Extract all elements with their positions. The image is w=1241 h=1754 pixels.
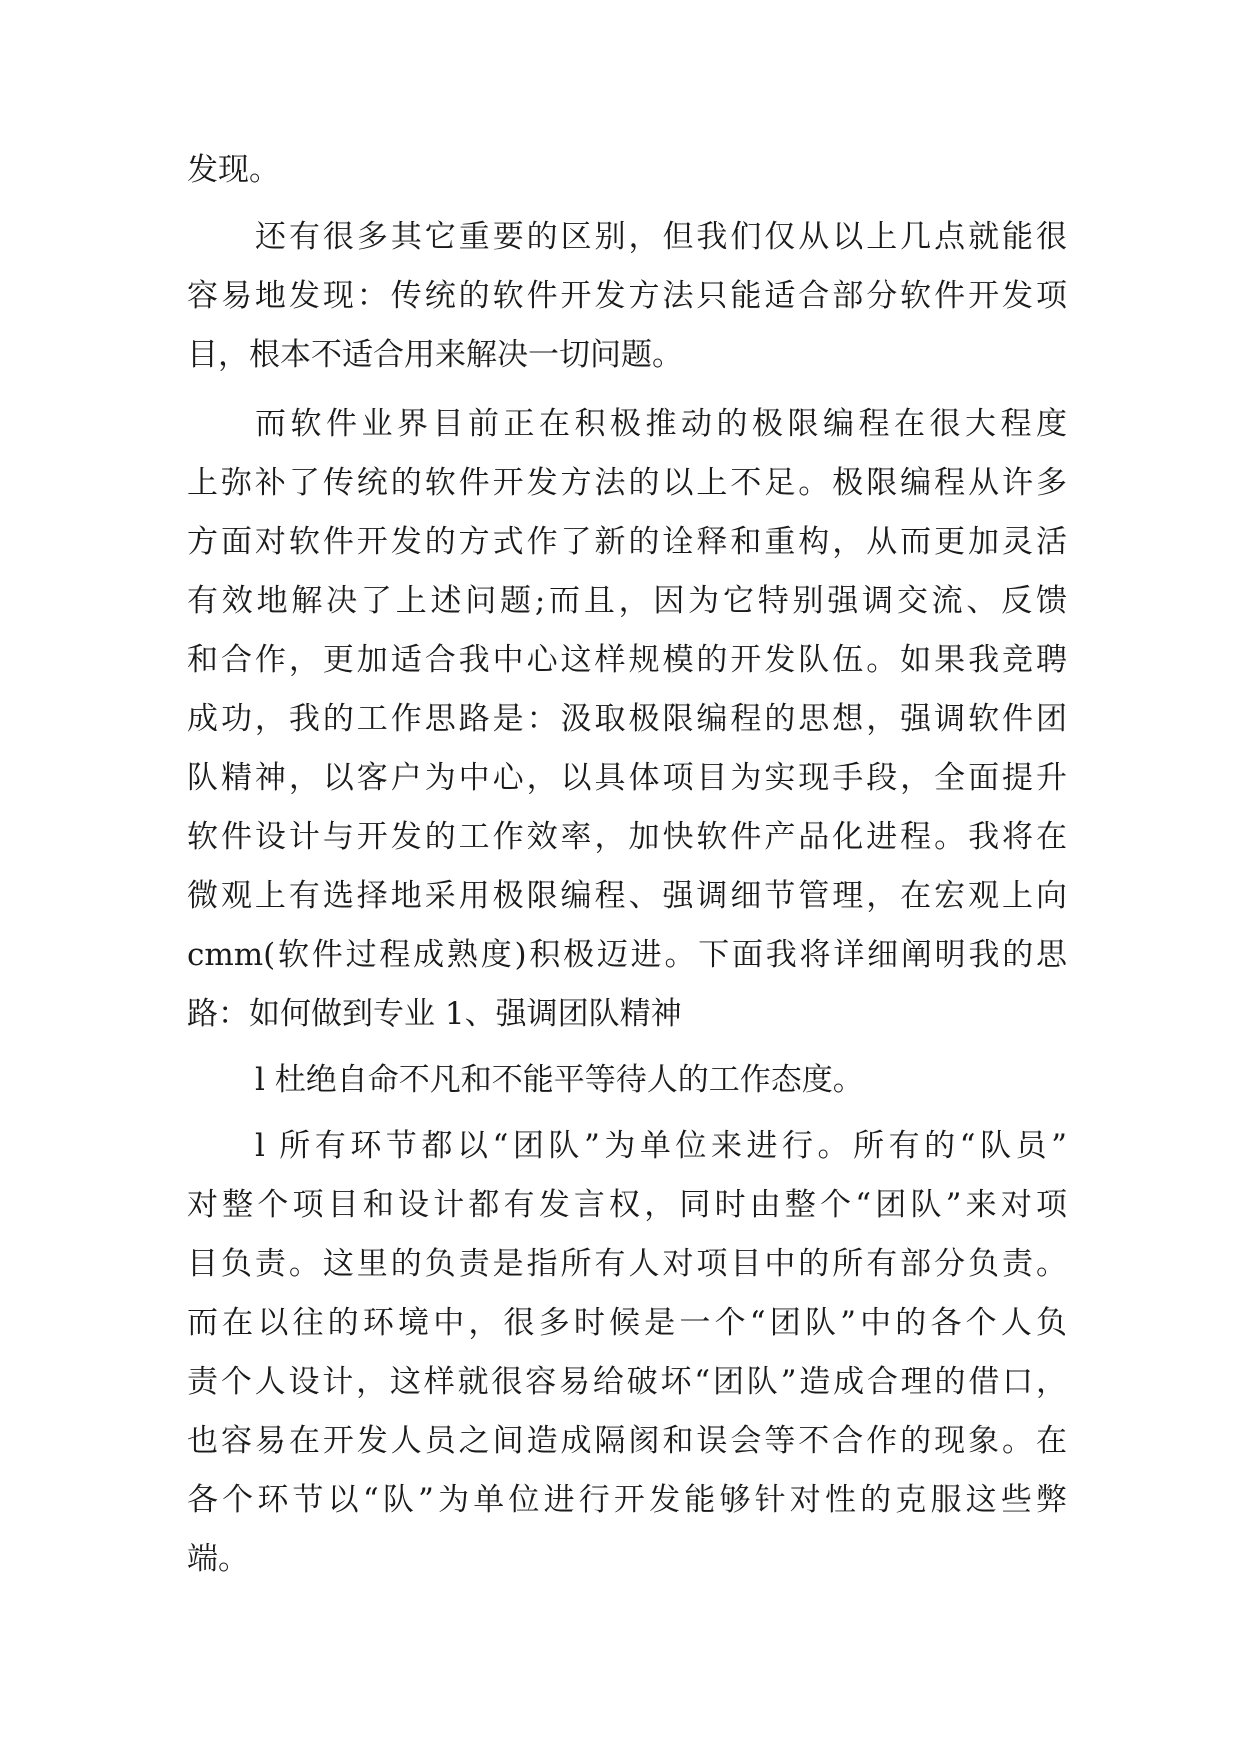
text-line: 微观上有选择地采用极限编程、强调细节管理，在宏观上向: [187, 878, 1067, 914]
text-line: 目负责。这里的负责是指所有人对项目中的所有部分负责。: [187, 1246, 1067, 1282]
text-line: l 杜绝自命不凡和不能平等待人的工作态度。: [255, 1062, 864, 1098]
text-line: 成功，我的工作思路是：汲取极限编程的思想，强调软件团: [187, 701, 1067, 737]
text-line: 责个人设计，这样就很容易给破坏“团队”造成合理的借口，: [187, 1364, 1067, 1400]
text-line: 端。: [187, 1541, 249, 1577]
text-line: 对整个项目和设计都有发言权，同时由整个“团队”来对项: [187, 1187, 1067, 1223]
text-line: 也容易在开发人员之间造成隔阂和误会等不合作的现象。在: [187, 1423, 1067, 1459]
text-line: 还有很多其它重要的区别，但我们仅从以上几点就能很: [255, 219, 1067, 255]
text-line: 目，根本不适合用来解决一切问题。: [187, 337, 683, 373]
text-line: 软件设计与开发的工作效率，加快软件产品化进程。我将在: [187, 819, 1067, 855]
text-line: 容易地发现：传统的软件开发方法只能适合部分软件开发项: [187, 278, 1067, 314]
text-line: 路：如何做到专业 1、强调团队精神: [187, 996, 682, 1032]
text-line: 和合作，更加适合我中心这样规模的开发队伍。如果我竞聘: [187, 642, 1067, 678]
text-line: 方面对软件开发的方式作了新的诠释和重构，从而更加灵活: [187, 524, 1067, 560]
text-line: 而软件业界目前正在积极推动的极限编程在很大程度: [255, 406, 1067, 442]
text-line: cmm(软件过程成熟度)积极迈进。下面我将详细阐明我的思: [187, 937, 1067, 973]
text-line: 而在以往的环境中，很多时候是一个“团队”中的各个人负: [187, 1305, 1067, 1341]
text-line: l 所有环节都以“团队”为单位来进行。所有的“队员”: [255, 1128, 1067, 1164]
text-line: 有效地解决了上述问题;而且，因为它特别强调交流、反馈: [187, 583, 1067, 619]
text-line: 队精神，以客户为中心，以具体项目为实现手段，全面提升: [187, 760, 1067, 796]
text-line: 各个环节以“队”为单位进行开发能够针对性的克服这些弊: [187, 1482, 1067, 1518]
text-line: 发现。: [187, 152, 280, 188]
text-line: 上弥补了传统的软件开发方法的以上不足。极限编程从许多: [187, 465, 1067, 501]
